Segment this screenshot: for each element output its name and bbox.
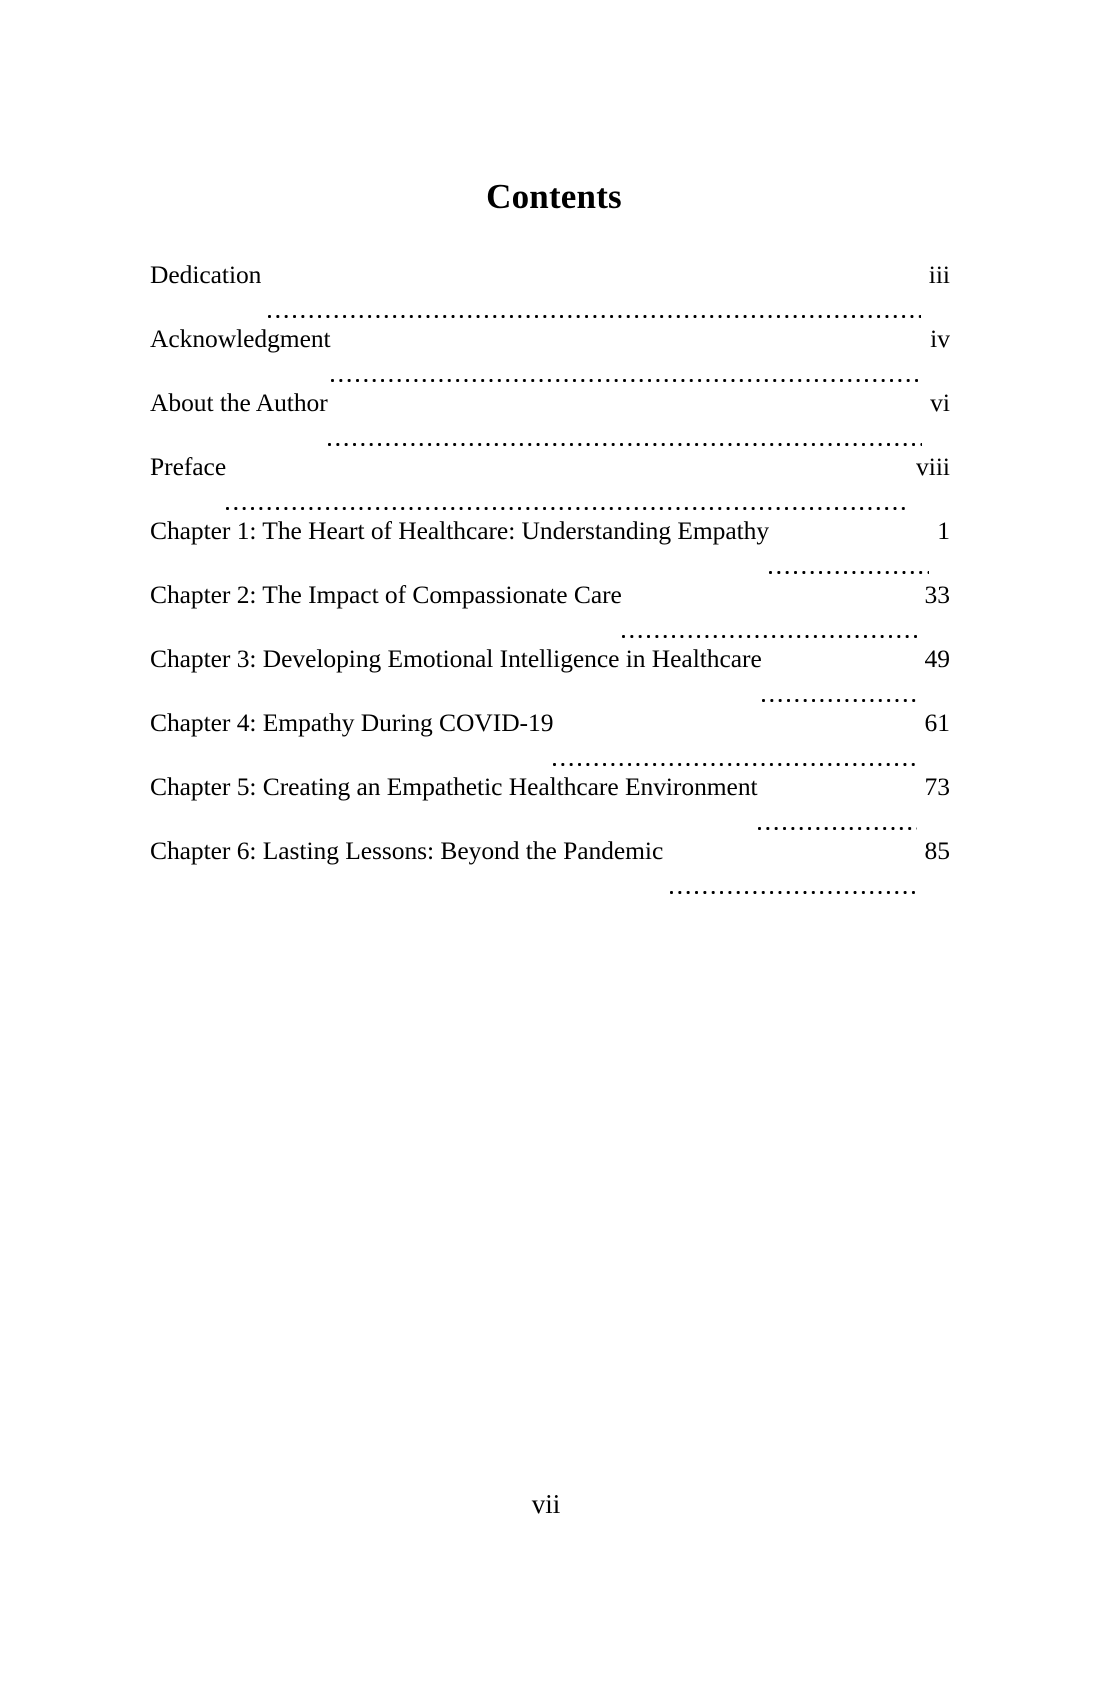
toc-entry-page-number: 85 [924, 836, 950, 865]
toc-dot-leader [268, 302, 920, 322]
toc-dot-leader [622, 622, 917, 642]
toc-dot-leader [758, 814, 917, 834]
toc-entry[interactable] [150, 450, 950, 514]
toc-entry-label: About the Author [150, 388, 328, 417]
toc-entry-page-number: iii [928, 260, 950, 289]
toc-entry-label: Dedication [150, 260, 262, 289]
toc-entry-label: Chapter 3: Developing Emotional Intelligence in Healthcare [150, 644, 762, 673]
toc-entry[interactable] [150, 322, 950, 386]
toc-dot-leader [762, 686, 917, 706]
toc-entry-label: Chapter 2: The Impact of Compassionate Care [150, 580, 622, 609]
page-title-text: Contents [486, 177, 622, 216]
toc-entry[interactable] [150, 514, 950, 578]
page-title [0, 178, 1100, 217]
toc-dot-leader [553, 750, 916, 770]
page-folio-number: vii [531, 1489, 561, 1519]
toc-entry[interactable] [150, 834, 950, 898]
toc-entry-page-number: 1 [937, 516, 950, 545]
toc-entry-page-number: 49 [924, 644, 950, 673]
toc-entry[interactable] [150, 386, 950, 450]
toc-dot-leader [226, 494, 908, 514]
toc-entry-page-number: viii [915, 452, 950, 481]
toc-entry-label: Chapter 1: The Heart of Healthcare: Understanding Empathy [150, 516, 770, 545]
page-folio [0, 1487, 1100, 1521]
toc-entry-label: Chapter 4: Empathy During COVID-19 [150, 708, 554, 737]
toc-entry-label: Acknowledgment [150, 324, 331, 353]
toc-dot-leader [769, 558, 929, 578]
toc-dot-leader [331, 366, 923, 386]
toc-entry-label: Chapter 5: Creating an Empathetic Healthcare Environment [150, 772, 758, 801]
toc-entry-page-number: iv [930, 324, 950, 353]
toc-entry[interactable] [150, 578, 950, 642]
toc-entry-page-number: 73 [924, 772, 950, 801]
toc-entry-label: Preface [150, 452, 227, 481]
toc-dot-leader [328, 430, 922, 450]
toc-entry[interactable] [150, 706, 950, 770]
toc-entry-page-number: 61 [924, 708, 950, 737]
toc-entry-label: Chapter 6: Lasting Lessons: Beyond the Pandemic [150, 836, 664, 865]
toc-entry[interactable] [150, 770, 950, 834]
toc-dot-leader [670, 878, 916, 898]
toc-entry-page-number: 33 [924, 580, 950, 609]
toc-entry[interactable] [150, 642, 950, 706]
toc-entry-page-number: vi [930, 388, 950, 417]
table-of-contents-list [150, 258, 950, 898]
toc-entry[interactable] [150, 258, 950, 322]
